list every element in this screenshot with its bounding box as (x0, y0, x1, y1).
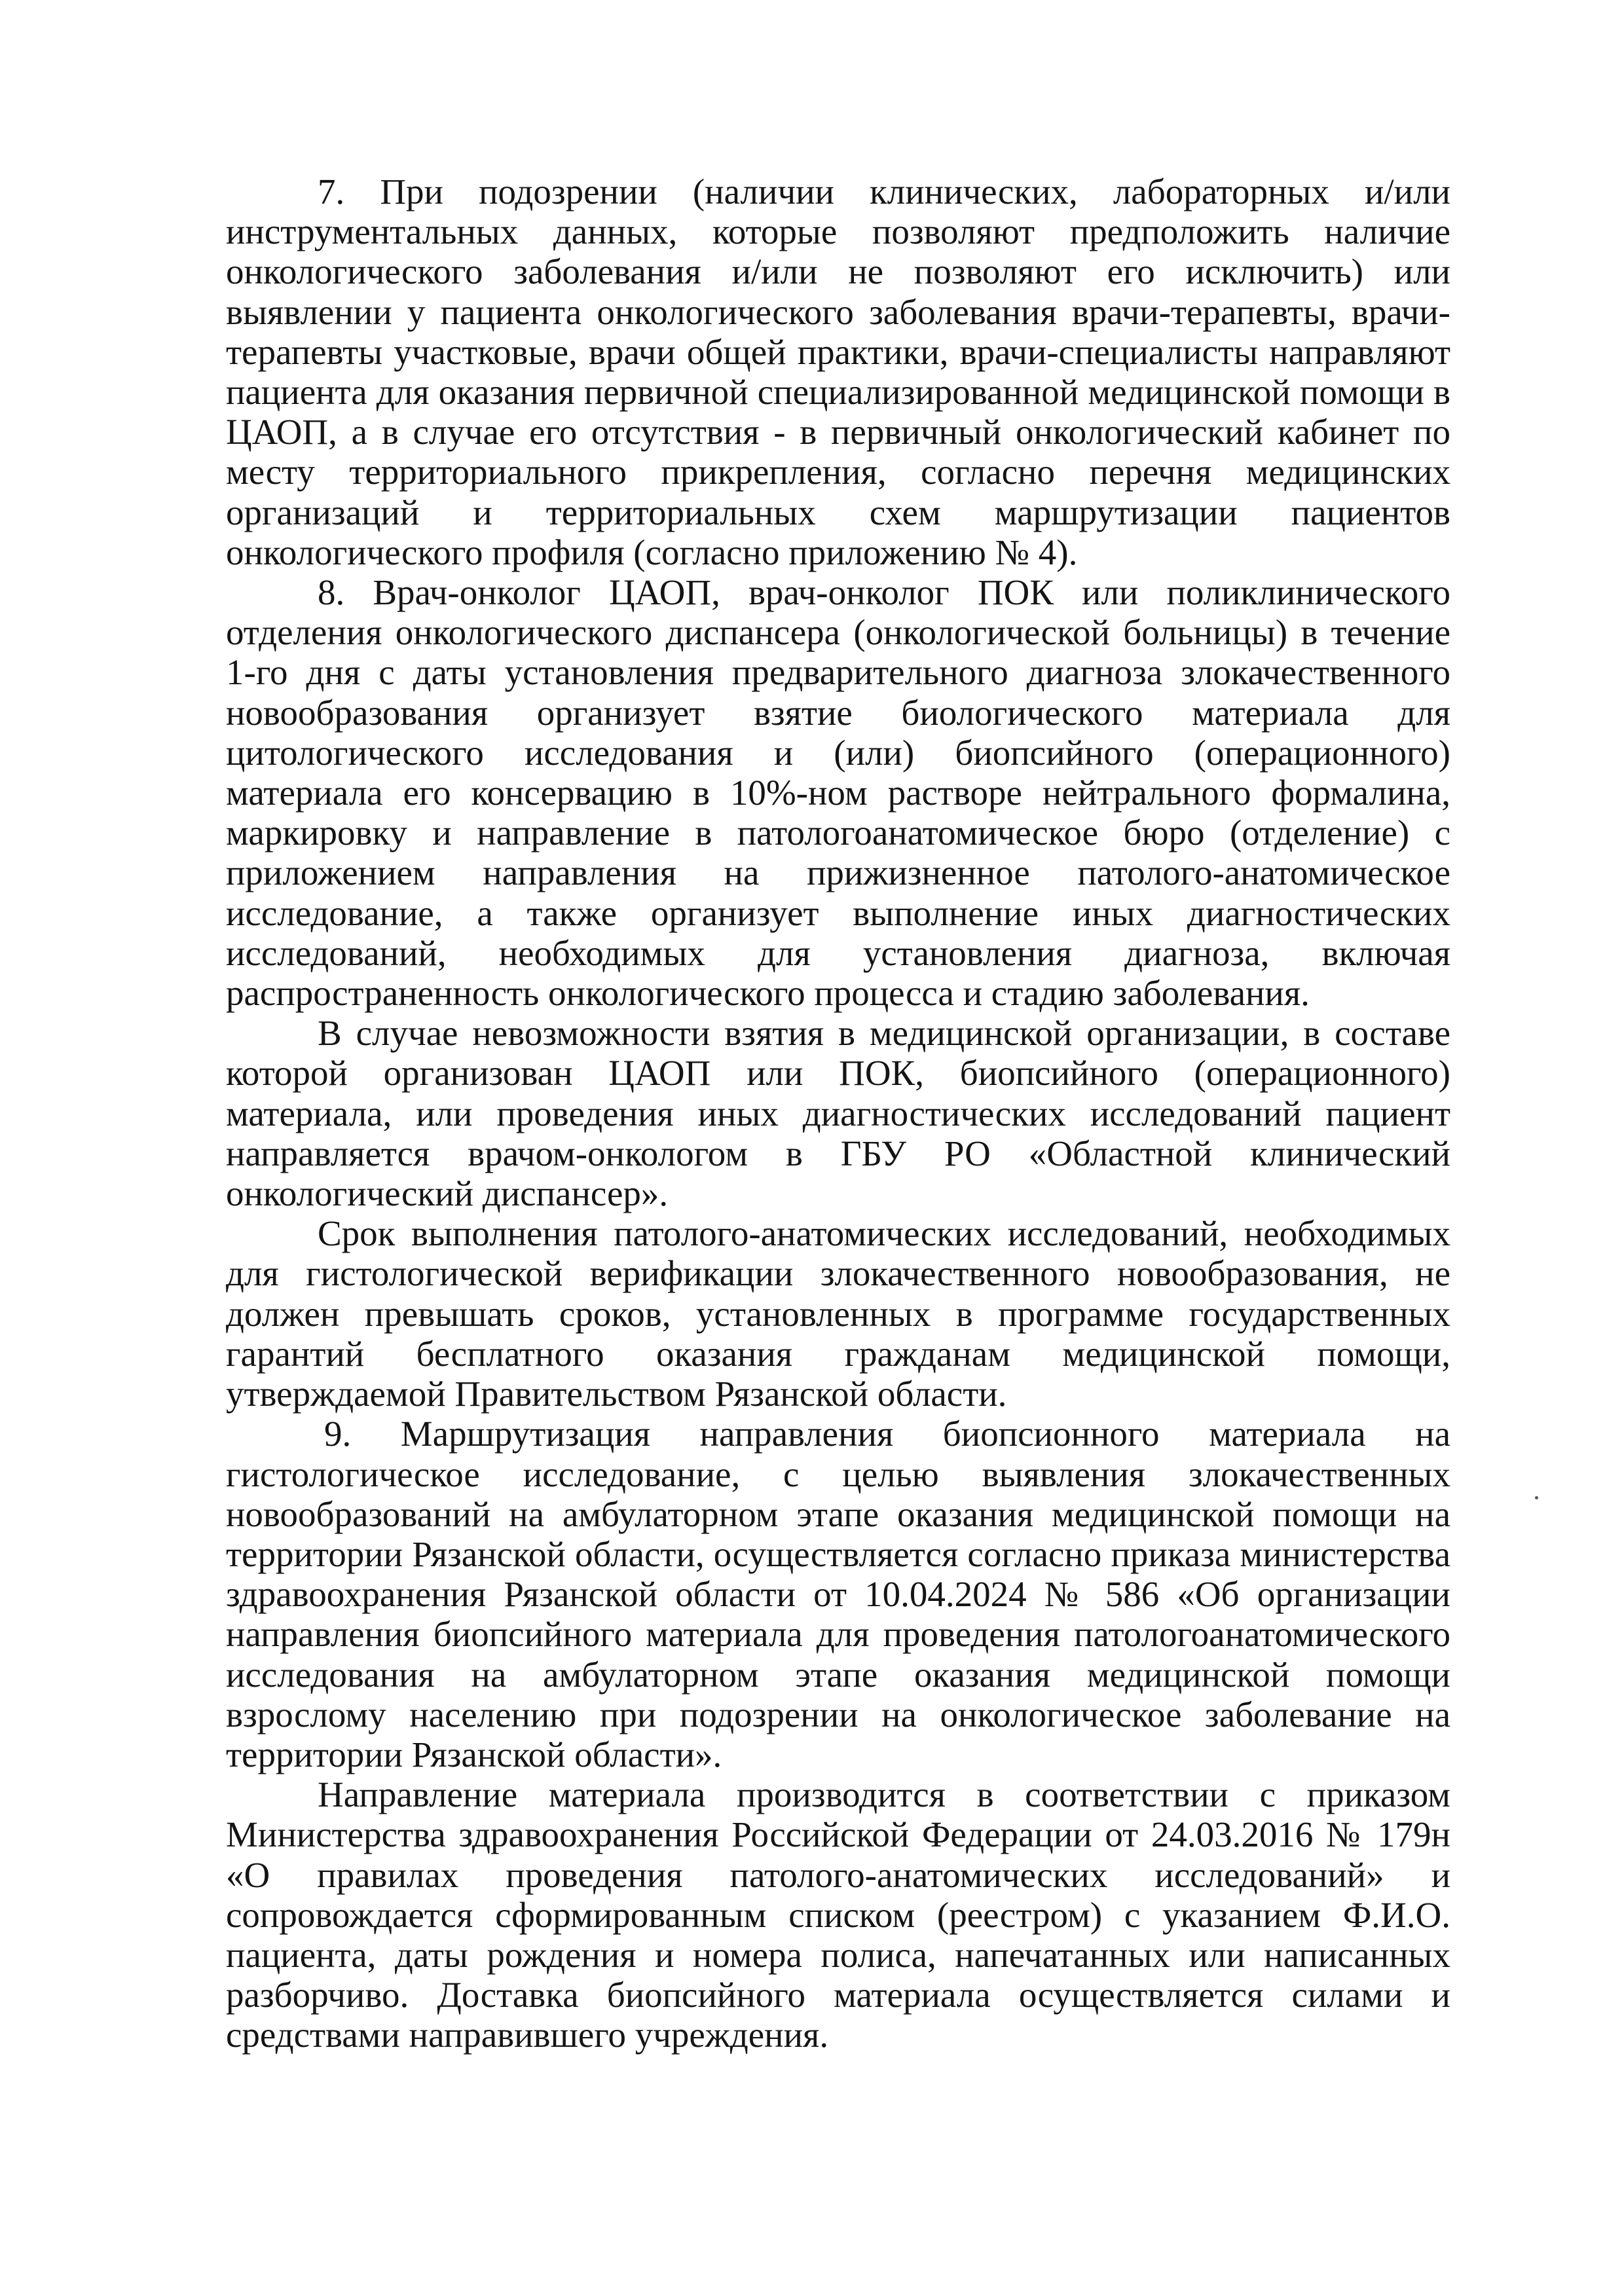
paragraph-9-delivery: Направление материала производится в соответствии с приказом Министерства здравоохранения Российской Федерации от 24.03.2016 № 179н «О правилах проведения патолого-анатомических исследований» и сопровождается сформированным списком (реестром) с указанием Ф.И.О. пациента, даты рождения и номера полиса, напечатанных или написанных разборчиво. Доставка биопсийного материала осуществляется силами и средствами направившего учреждения. (226, 1774, 1450, 2055)
paragraph-9: 9. Маршрутизация направления биопсионного материала на гистологическое исследование, с целью выявления злокачественных новообразований на амбулаторном этапе оказания медицинской помощи на территории Рязанской области, осуществляется согласно приказа министерства здравоохранения Рязанской области от 10.04.2024 № 586 «Об организации направления биопсийного материала для проведения патологоанатомического исследования на амбулаторном этапе оказания медицинской помощи взрослому населению при подозрении на онкологическое заболевание на территории Рязанской области». (226, 1414, 1450, 1774)
paragraph-8-biopsy-unavailable: В случае невозможности взятия в медицинской организации, в составе которой организован ЦАОП или ПОК, биопсийного (операционного) материала, или проведения иных диагностических исследований пациент направляется врачом-онкологом в ГБУ РО «Областной клинический онкологический диспансер». (226, 1013, 1450, 1214)
paragraph-7: 7. При подозрении (наличии клинических, лабораторных и/или инструментальных данных, которые позволяют предположить наличие онкологического заболевания и/или не позволяют его исключить) или выявлении у пациента онкологического заболевания врачи-терапевты, врачи-терапевты участковые, врачи общей практики, врачи-специалисты направляют пациента для оказания первичной специализированной медицинской помощи в ЦАОП, а в случае его отсутствия - в первичный онкологический кабинет по месту территориального прикрепления, согласно перечня медицинских организаций и территориальных схем маршрутизации пациентов онкологического профиля (согласно приложению № 4). (226, 172, 1450, 572)
paragraph-8-deadline: Срок выполнения патолого-анатомических исследований, необходимых для гистологической верификации злокачественного новообразования, не должен превышать сроков, установленных в программе государственных гарантий бесплатного оказания гражданам медицинской помощи, утверждаемой Правительством Рязанской области. (226, 1213, 1450, 1414)
document-page (226, 172, 1450, 2055)
scan-speck (1535, 1496, 1538, 1499)
paragraph-8: 8. Врач-онколог ЦАОП, врач-онколог ПОК или поликлинического отделения онкологического диспансера (онкологической больницы) в течение 1-го дня с даты установления предварительного диагноза злокачественного новообразования организует взятие биологического материала для цитологического исследования и (или) биопсийного (операционного) материала его консервацию в 10%-ном растворе нейтрального формалина, маркировку и направление в патологоанатомическое бюро (отделение) с приложением направления на прижизненное патолого-анатомическое исследование, а также организует выполнение иных диагностических исследований, необходимых для установления диагноза, включая распространенность онкологического процесса и стадию заболевания. (226, 572, 1450, 1014)
